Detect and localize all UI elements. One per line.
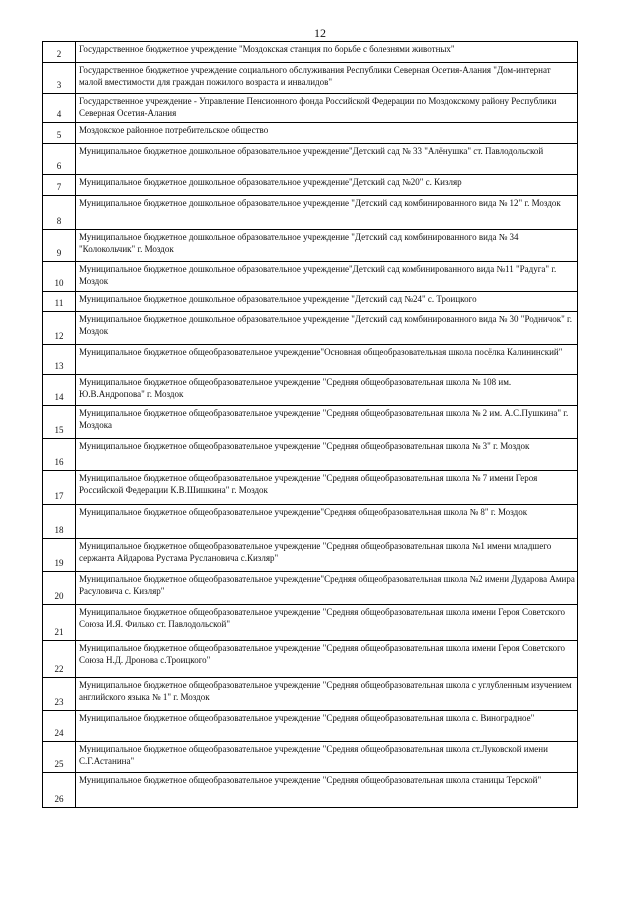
row-number: 18 [43,505,76,539]
organization-name: Муниципальное бюджетное дошкольное образовательное учреждение "Детский сад комбинированного вида № 34 "Колокольчик" г. Моздок [76,230,578,262]
table-row [43,262,578,292]
organization-name: Муниципальное бюджетное дошкольное образовательное учреждение "Детский сад №24" с. Троицкого [76,292,578,312]
page-number: 12 [314,26,326,40]
table-row [43,773,578,808]
table-row [43,175,578,196]
organization-name: Муниципальное бюджетное общеобразовательное учреждение "Средняя общеобразовательная школа имени Героя Советского Союза Н.Д. Дронова с.Троицкого" [76,641,578,678]
row-number: 2 [43,42,76,63]
organization-name: Государственное бюджетное учреждение "Моздокская станция по борьбе с болезнями животных" [76,42,578,63]
row-number: 17 [43,471,76,505]
registry-table-body [43,42,578,808]
organization-name: Муниципальное бюджетное общеобразовательное учреждение "Средняя общеобразовательная школа № 108 им. Ю.В.Андропова" г. Моздок [76,375,578,406]
row-number: 21 [43,605,76,641]
row-number: 12 [43,312,76,345]
row-number: 5 [43,123,76,144]
row-number: 15 [43,406,76,439]
organization-name: Муниципальное бюджетное дошкольное образовательное учреждение"Детский сад №20" с. Кизляр [76,175,578,196]
row-number: 6 [43,144,76,175]
organization-name: Моздокское районное потребительское общество [76,123,578,144]
row-number: 20 [43,572,76,605]
organization-name: Муниципальное бюджетное дошкольное образовательное учреждение"Детский сад № 33 "Алёнушка" ст. Павлодольской [76,144,578,175]
organization-name: Муниципальное бюджетное дошкольное образовательное учреждение"Детский сад комбинированного вида №11 "Радуга" г. Моздок [76,262,578,292]
row-number: 4 [43,94,76,123]
organization-name: Государственное учреждение - Управление Пенсионного фонда Российской Федерации по Моздокскому району Республики Северная Осетия-Алания [76,94,578,123]
table-row [43,641,578,678]
organization-name: Муниципальное бюджетное общеобразовательное учреждение "Средняя общеобразовательная школа № 7 имени Героя Российской Федерации К.В.Шишкина" г. Моздок [76,471,578,505]
table-row [43,94,578,123]
table-row [43,406,578,439]
table-row [43,539,578,572]
table-row [43,742,578,773]
organization-name: Муниципальное бюджетное общеобразовательное учреждение "Средняя общеобразовательная школа №1 имени младшего сержанта Айдарова Рустама Руслановича с.Кизляр" [76,539,578,572]
row-number: 13 [43,345,76,375]
row-number: 11 [43,292,76,312]
table-row [43,572,578,605]
row-number: 26 [43,773,76,808]
table-row [43,471,578,505]
row-number: 7 [43,175,76,196]
row-number: 10 [43,262,76,292]
table-row [43,345,578,375]
row-number: 23 [43,678,76,711]
organization-name: Муниципальное бюджетное общеобразовательное учреждение "Средняя общеобразовательная школа ст.Луковской имени С.Г.Астанина" [76,742,578,773]
organization-name: Муниципальное бюджетное общеобразовательное учреждение "Средняя общеобразовательная школа станицы Терской" [76,773,578,808]
table-row [43,63,578,94]
organization-name: Муниципальное бюджетное общеобразовательное учреждение "Средняя общеобразовательная школа № 2 им. А.С.Пушкина" г. Моздока [76,406,578,439]
table-row [43,605,578,641]
organization-name: Муниципальное бюджетное общеобразовательное учреждение "Средняя общеобразовательная школа с углубленным изучением английского языка № 1" г. Моздок [76,678,578,711]
registry-table [42,41,578,808]
organization-name: Муниципальное бюджетное дошкольное образовательное учреждение "Детский сад комбинированного вида № 30 "Родничок" г. Моздок [76,312,578,345]
table-row [43,42,578,63]
table-row [43,144,578,175]
row-number: 8 [43,196,76,230]
organization-name: Муниципальное бюджетное общеобразовательное учреждение "Средняя общеобразовательная школа имени Героя Советского Союза И.Я. Филько ст. Павлодольской" [76,605,578,641]
table-row [43,439,578,471]
row-number: 16 [43,439,76,471]
row-number: 9 [43,230,76,262]
organization-name: Государственное бюджетное учреждение социального обслуживания Республики Северная Осетия-Алания "Дом-интернат малой вместимости для граждан пожилого возраста и инвалидов" [76,63,578,94]
table-row [43,678,578,711]
table-row [43,292,578,312]
organization-name: Муниципальное бюджетное общеобразовательное учреждение "Средняя общеобразовательная школа с. Виноградное" [76,711,578,742]
row-number: 22 [43,641,76,678]
organization-name: Муниципальное бюджетное общеобразовательное учреждение "Средняя общеобразовательная школа № 3" г. Моздок [76,439,578,471]
organization-name: Муниципальное бюджетное общеобразовательное учреждение"Средняя общеобразовательная школа №2 имени Дударова Амира Расуловича с. Кизляр" [76,572,578,605]
table-row [43,711,578,742]
row-number: 3 [43,63,76,94]
table-row [43,375,578,406]
organization-name: Муниципальное бюджетное общеобразовательное учреждение"Основная общеобразовательная школа посёлка Калининский" [76,345,578,375]
organization-name: Муниципальное бюджетное дошкольное образовательное учреждение "Детский сад комбинированного вида № 12" г. Моздок [76,196,578,230]
table-row [43,505,578,539]
row-number: 14 [43,375,76,406]
row-number: 19 [43,539,76,572]
table-row [43,196,578,230]
table-row [43,312,578,345]
organization-name: Муниципальное бюджетное общеобразовательное учреждение"Средняя общеобразовательная школа № 8" г. Моздок [76,505,578,539]
row-number: 24 [43,711,76,742]
table-row [43,230,578,262]
row-number: 25 [43,742,76,773]
table-row [43,123,578,144]
